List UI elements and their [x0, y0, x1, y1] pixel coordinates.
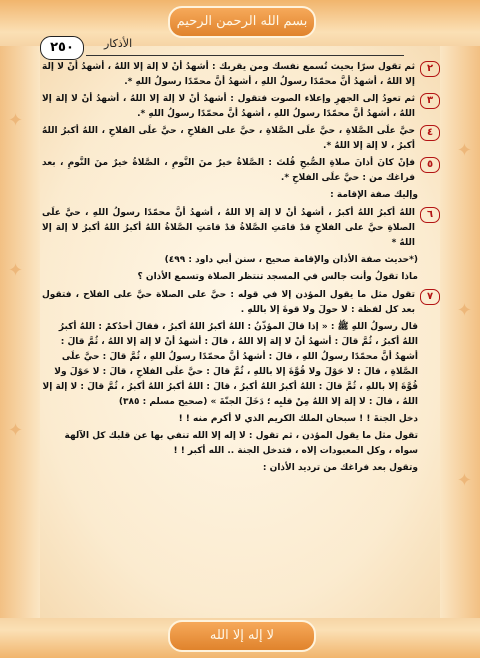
- closing-line: تقول مثل ما يقول المؤذن ، ثم تقول : لا إله إلا الله تنفي بها عن قلبك كل الآلهة سواه ، وكل المعبودات إلاه ، فتدخل الجنة .. الله أكبر ! !: [64, 431, 418, 456]
- paragraph-text: ثم تعودُ إلى الجهرِ وإعلاء الصوت فتقول : أشهدُ أنْ لا إلهَ إلا اللهُ ، أشهدُ أنْ لا إلهَ إلا اللهُ ، أشهدُ أنَّ محمّدًا رسولُ اللهِ ، أشهدُ أنَّ محمّدًا رسولُ اللهِ *.: [42, 94, 415, 119]
- bottom-calligraphy-cartouche: لا إله إلا الله: [168, 620, 316, 652]
- ornament-star-icon: ✦: [8, 260, 24, 281]
- page-number: ٢٥٠: [40, 36, 84, 60]
- top-calligraphy-cartouche: بسم الله الرحمن الرحيم: [168, 6, 316, 38]
- ornament-star-icon: ✦: [456, 300, 472, 321]
- paragraph-2: [42, 60, 440, 90]
- section-question: ماذا تقولُ وأنت جالس في المسجد تنتظر الصلاة وتسمع الأذان ؟: [137, 272, 418, 282]
- running-header-title: الأذكار: [104, 37, 133, 50]
- paragraph-number: ٢: [420, 61, 440, 77]
- paragraph-text: ثم تقول سرًا بحيث تُسمع نفسك ومن يقربك : أشهدُ أنْ لا إلهَ إلا اللهُ ، أشهدُ أنْ لا إلهَ إلا اللهُ ، أشهدُ أنَّ محمّدًا رسولُ اللهِ ، أشهدُ أنَّ محمّدًا رسولُ اللهِ *.: [42, 62, 415, 87]
- hadith-text: قال رسولُ اللهِ ﷺ : « إذا قالَ المؤذّنُ : اللهُ أكبرُ اللهُ أكبرُ ، فقالَ أحدُكمْ : اللهُ أكبرُ اللهُ أكبرُ ، ثُمَّ قالَ : أشهدُ أنْ لا إلهَ إلا اللهُ ، قالَ : أشهدُ أنْ لا إلهَ إلا اللهُ ، ثُمَّ قالَ : أشهدُ أنَّ محمّدًا رسولُ اللهِ ، قالَ : أشهدُ أنَّ محمّدًا رسولُ اللهِ ، ثُمَّ قالَ : حيَّ علَى الصَّلاةِ ، قالَ : لا حَوْلَ ولا قُوَّةَ إلا باللهِ ، ثُمَّ قالَ : حيَّ علَى الفلاحِ ، قالَ : لا حَوْلَ ولا قُوَّةَ إلا باللهِ ، ثُمَّ قالَ : اللهُ أكبرُ اللهُ أكبرُ ، قالَ : اللهُ أكبرُ اللهُ أكبرُ ، ثُمَّ قالَ : لا إلهَ إلا اللهُ ، قالَ : لا إلهَ إلا اللهُ مِنْ قلبِه ؛ دَخَلَ الجنّةَ » (صحيح مسلم : ٣٨٥): [42, 322, 418, 407]
- paragraph-text: تقول مثل ما يقول المؤذن إلا في قوله : حيَّ على الصلاة حيَّ على الفلاح ، فتقول بعد كل لفظة : لا حولَ ولا قوةَ إلا باللهِ .: [42, 290, 415, 315]
- after-adhan-line: وتقول بعد فراغك من ترديد الأذان :: [262, 463, 418, 473]
- paragraph-5: [42, 156, 440, 186]
- paragraph-6: [42, 206, 440, 251]
- ornament-star-icon: ✦: [456, 470, 472, 491]
- paragraph-number: ٤: [420, 125, 440, 141]
- right-ornamental-border: [440, 0, 480, 658]
- left-ornamental-border: [0, 0, 40, 658]
- paragraph-number: ٦: [420, 207, 440, 223]
- jannah-line: دخل الجنةَ ! ! سبحان الملك الكريم الذي لا أكرم منه ! !: [178, 414, 418, 424]
- ornament-star-icon: ✦: [456, 140, 472, 161]
- header-divider: [86, 55, 404, 56]
- paragraph-number: ٧: [420, 289, 440, 305]
- paragraph-text: حيَّ علَى الصَّلاةِ ، حيَّ علَى الصَّلاةِ ، حيَّ على الفلاحِ ، حيَّ علَى الفلاحِ ، اللهُ أكبرُ اللهُ أكبرُ ، لا إلهَ إلا اللهُ *.: [42, 126, 415, 151]
- ornament-star-icon: ✦: [8, 110, 24, 131]
- paragraph-4: [42, 124, 440, 154]
- paragraph-7: [42, 288, 440, 318]
- paragraph-number: ٣: [420, 93, 440, 109]
- paragraph-number: ٥: [420, 157, 440, 173]
- paragraph-text: اللهُ أكبرُ اللهُ أكبرُ ، أشهدُ أنْ لا إلهَ إلا اللهُ ، أشهدُ أنَّ محمّدًا رسولُ اللهِ ، حيَّ علَى الصلاةِ حيَّ على الفلاحِ قدْ قامَتِ الصَّلاةُ قدْ قامَتِ الصَّلاةُ اللهُ أكبرُ اللهُ أكبرُ لا إلهَ إلا اللهُ *: [42, 208, 415, 248]
- page-content: [42, 60, 440, 610]
- ornament-star-icon: ✦: [8, 420, 24, 441]
- iqama-intro: وإليك صفة الإقامة :: [330, 190, 418, 200]
- hadith-reference: (*حديث صفة الأذان والإقامة صحيح ، سنن أبي داود : ٤٩٩): [164, 255, 418, 265]
- paragraph-3: [42, 92, 440, 122]
- paragraph-text: فإنْ كانَ أذانَ صلاةِ الصُّبحِ قُلتَ : الصَّلاةُ خيرٌ منَ النَّومِ ، الصَّلاةُ خيرٌ منَ النَّومِ ، بعد فراغك من : حيَّ علَى الفلاحِ *.: [42, 158, 415, 183]
